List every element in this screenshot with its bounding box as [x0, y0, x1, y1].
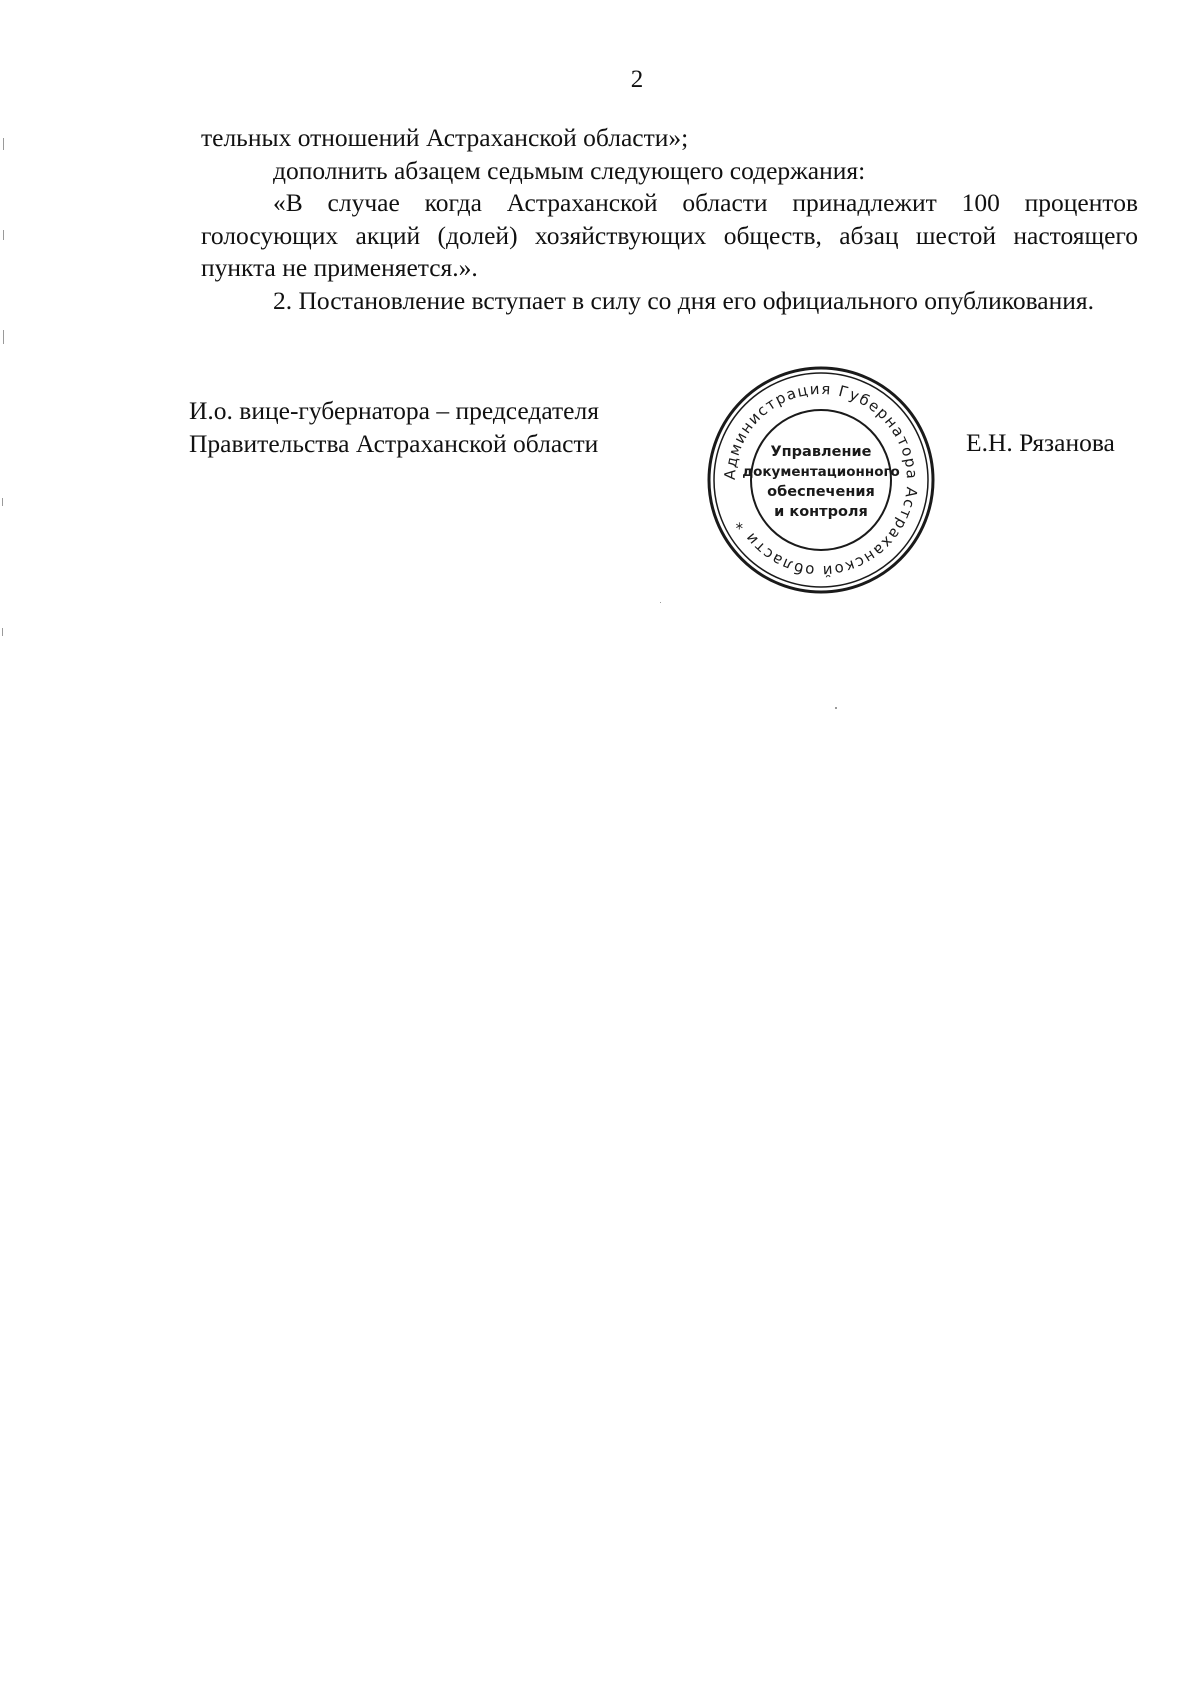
official-seal: [705, 364, 937, 596]
scan-artifact: [3, 230, 4, 240]
paragraph-effective-date: 2. Постановление вступает в силу со дня его официального опубликования.: [273, 285, 1094, 315]
page-number: 2: [630, 66, 644, 93]
signer-name: Е.Н. Рязанова: [966, 428, 1115, 457]
scan-artifact: [3, 138, 4, 150]
signature-position-line: Правительства Астраханской области: [189, 429, 599, 458]
scan-artifact: [660, 602, 661, 603]
seal-inner-line: обеспечения: [767, 484, 875, 500]
seal-inner-line: и контроля: [774, 504, 868, 520]
scan-artifact: [3, 330, 4, 344]
paragraph-continuation: тельных отношений Астраханской области»;: [201, 123, 689, 152]
scan-artifact: [835, 707, 837, 709]
seal-inner-line: документационного: [742, 464, 900, 480]
seal-inner-line: Управление: [770, 444, 872, 460]
paragraph-amendment-intro: дополнить абзацем седьмым следующего содержания:: [273, 155, 866, 185]
signature-position: [189, 394, 599, 460]
signature-position-line: И.о. вице-губернатора – председателя: [189, 396, 599, 425]
seal-stamp-icon: [705, 364, 937, 596]
document-body: [201, 122, 1138, 317]
paragraph-amendment-quote: «В случае когда Астраханской области принадлежит 100 процентов голосующих акций (долей) хозяйствующих обществ, абзац шестой настоящего пункта не применяется.».: [201, 188, 1138, 282]
scan-artifact: [2, 628, 3, 636]
seal-outer-text: Администрация Губернатора Астраханской области *: [720, 379, 922, 581]
scan-artifact: [2, 498, 3, 506]
